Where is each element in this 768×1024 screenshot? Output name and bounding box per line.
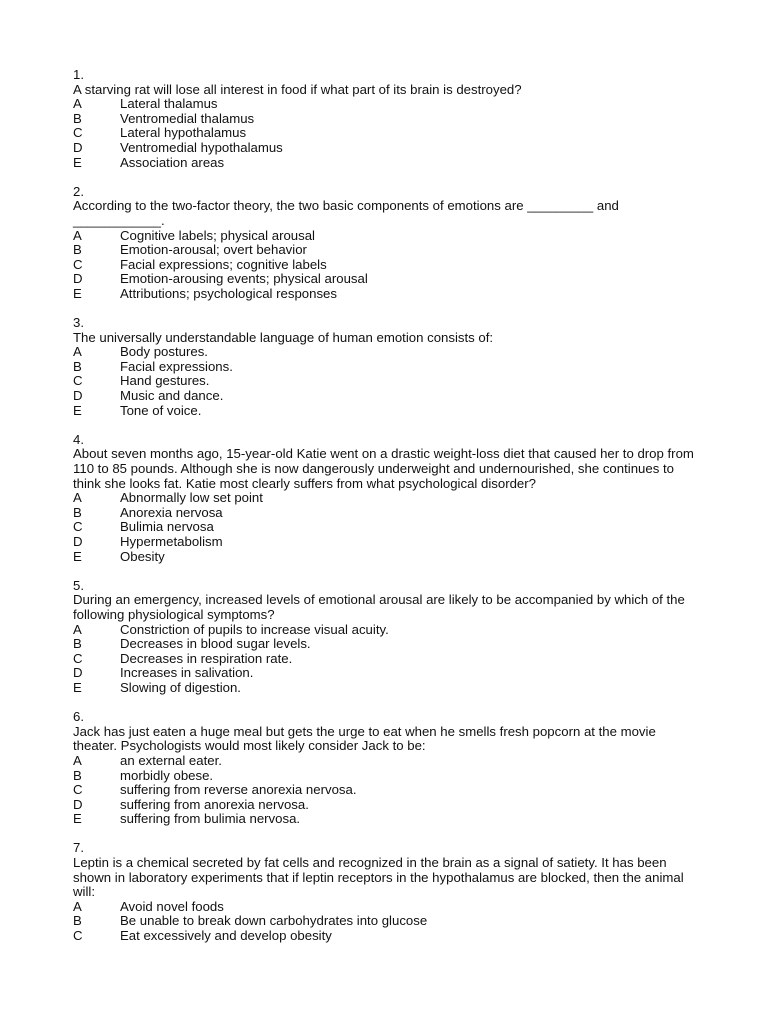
- option-text: Abnormally low set point: [120, 490, 263, 506]
- question-text: A starving rat will lose all interest in food if what part of its brain is destroyed?: [73, 81, 522, 97]
- option-text: Facial expressions; cognitive labels: [120, 256, 327, 272]
- question-number: 1.: [73, 67, 84, 82]
- answer-option: [73, 914, 695, 929]
- option-text: Ventromedial hypothalamus: [120, 139, 283, 155]
- option-text: suffering from anorexia nervosa.: [120, 796, 309, 812]
- option-letter: E: [73, 402, 82, 418]
- answer-option: [73, 769, 695, 784]
- option-letter: A: [73, 490, 82, 506]
- answer-option: [73, 360, 695, 375]
- option-letter: C: [73, 928, 83, 944]
- question-number: 7.: [73, 840, 84, 856]
- answer-option: [73, 272, 695, 287]
- answer-option: [73, 652, 695, 667]
- option-text: Decreases in respiration rate.: [120, 650, 293, 666]
- option-text: Eat excessively and develop obesity: [120, 928, 332, 944]
- option-letter: B: [73, 358, 82, 374]
- answer-option: [73, 156, 695, 171]
- option-letter: B: [73, 504, 82, 520]
- answer-option: [73, 666, 695, 681]
- question-2: [73, 185, 695, 302]
- option-letter: A: [73, 898, 82, 914]
- question-text: Leptin is a chemical secreted by fat cells and recognized in the brain as a signal of satiety. It has been shown in laboratory experiments that if leptin receptors in the hypothalamus are blocked, then the animal will:: [73, 855, 684, 900]
- option-text: Avoid novel foods: [120, 898, 224, 914]
- option-letter: D: [73, 534, 83, 549]
- option-letter: B: [73, 242, 82, 258]
- question-number: 3.: [73, 315, 84, 331]
- answer-option: [73, 754, 695, 769]
- option-text: Decreases in blood sugar levels.: [120, 636, 311, 652]
- option-text: Be unable to break down carbohydrates into glucose: [120, 913, 428, 929]
- answer-option: [73, 112, 695, 127]
- question-number: 6.: [73, 709, 84, 725]
- option-letter: C: [73, 125, 83, 141]
- option-letter: B: [73, 636, 82, 652]
- option-letter: C: [73, 256, 83, 272]
- answer-option: [73, 783, 695, 798]
- question-text: About seven months ago, 15-year-old Katie went on a drastic weight-loss diet that caused her to drop from 110 to 85 pounds. Although she is now dangerously underweight and undernourished, she continues to think she looks fat. Katie most clearly suffers from what psychological disorder?: [73, 446, 694, 491]
- option-letter: B: [73, 767, 82, 783]
- option-letter: E: [73, 285, 82, 301]
- option-letter: D: [73, 271, 83, 287]
- answer-option: [73, 506, 695, 521]
- answer-option: [73, 681, 695, 696]
- answer-option: [73, 243, 695, 258]
- answer-option: [73, 491, 695, 506]
- answer-option: [73, 389, 695, 404]
- option-letter: C: [73, 373, 83, 389]
- option-letter: A: [73, 344, 82, 360]
- answer-option: [73, 900, 695, 915]
- answer-option: [73, 637, 695, 652]
- option-letter: E: [73, 679, 82, 695]
- option-letter: A: [73, 96, 82, 112]
- option-letter: C: [73, 650, 83, 666]
- answer-option: [73, 229, 695, 244]
- question-text: The universally understandable language of human emotion consists of:: [73, 329, 494, 345]
- question-4: [73, 433, 695, 564]
- option-text: morbidly obese.: [120, 767, 214, 783]
- question-7: [73, 841, 695, 943]
- document-page: [73, 68, 695, 958]
- option-text: Lateral hypothalamus: [120, 125, 247, 141]
- option-text: Music and dance.: [120, 388, 224, 404]
- option-letter: C: [73, 782, 83, 798]
- answer-option: [73, 535, 695, 550]
- option-letter: A: [73, 752, 82, 768]
- answer-option: [73, 258, 695, 273]
- question-6: [73, 710, 695, 827]
- question-text: Jack has just eaten a huge meal but gets the urge to eat when he smells fresh popcorn at the movie theater. Psychologists would most likely consider Jack to be:: [73, 723, 656, 754]
- answer-option: [73, 550, 695, 565]
- option-letter: D: [73, 665, 83, 681]
- option-text: Lateral thalamus: [120, 96, 218, 112]
- question-1: [73, 68, 695, 170]
- option-text: Emotion-arousal; overt behavior: [120, 242, 307, 258]
- option-text: Slowing of digestion.: [120, 679, 241, 695]
- question-5: [73, 579, 695, 696]
- answer-option: [73, 404, 695, 419]
- option-letter: D: [73, 388, 83, 404]
- option-text: Tone of voice.: [120, 402, 202, 418]
- option-text: an external eater.: [120, 752, 222, 768]
- option-text: Anorexia nervosa: [120, 504, 223, 520]
- answer-option: [73, 126, 695, 141]
- option-text: Constriction of pupils to increase visual acuity.: [120, 621, 389, 637]
- option-text: Increases in salivation.: [120, 665, 254, 681]
- answer-option: [73, 623, 695, 638]
- option-letter: C: [73, 519, 83, 535]
- option-text: suffering from reverse anorexia nervosa.: [120, 782, 357, 798]
- answer-option: [73, 812, 695, 827]
- question-text: According to the two-factor theory, the two basic components of emotions are _________ and ____________.: [73, 198, 619, 228]
- question-number: 2.: [73, 183, 84, 199]
- option-letter: E: [73, 811, 82, 827]
- question-number: 4.: [73, 431, 84, 447]
- option-letter: E: [73, 548, 82, 564]
- option-letter: A: [73, 621, 82, 637]
- option-text: Bulimia nervosa: [120, 519, 214, 535]
- answer-option: [73, 97, 695, 112]
- question-number: 5.: [73, 577, 84, 593]
- answer-option: [73, 287, 695, 302]
- answer-option: [73, 374, 695, 389]
- question-text: During an emergency, increased levels of emotional arousal are likely to be accompanied by which of the following physiological symptoms?: [73, 592, 685, 622]
- option-letter: E: [73, 154, 82, 170]
- option-letter: D: [73, 796, 83, 812]
- option-text: Facial expressions.: [120, 358, 233, 374]
- option-text: Cognitive labels; physical arousal: [120, 227, 315, 243]
- answer-option: [73, 929, 695, 944]
- answer-option: [73, 798, 695, 813]
- option-text: Ventromedial thalamus: [120, 110, 255, 126]
- answer-option: [73, 141, 695, 156]
- option-text: Body postures.: [120, 344, 208, 360]
- option-text: Attributions; psychological responses: [120, 285, 337, 301]
- option-text: Emotion-arousing events; physical arousal: [120, 271, 368, 287]
- option-letter: B: [73, 110, 82, 126]
- option-text: Obesity: [120, 548, 165, 564]
- option-letter: D: [73, 139, 83, 155]
- option-text: Hand gestures.: [120, 373, 210, 389]
- option-text: Association areas: [120, 154, 225, 170]
- option-text: Hypermetabolism: [120, 534, 223, 549]
- answer-option: [73, 345, 695, 360]
- option-letter: A: [73, 227, 82, 243]
- question-3: [73, 316, 695, 418]
- answer-option: [73, 520, 695, 535]
- option-text: suffering from bulimia nervosa.: [120, 811, 301, 827]
- option-letter: B: [73, 913, 82, 929]
